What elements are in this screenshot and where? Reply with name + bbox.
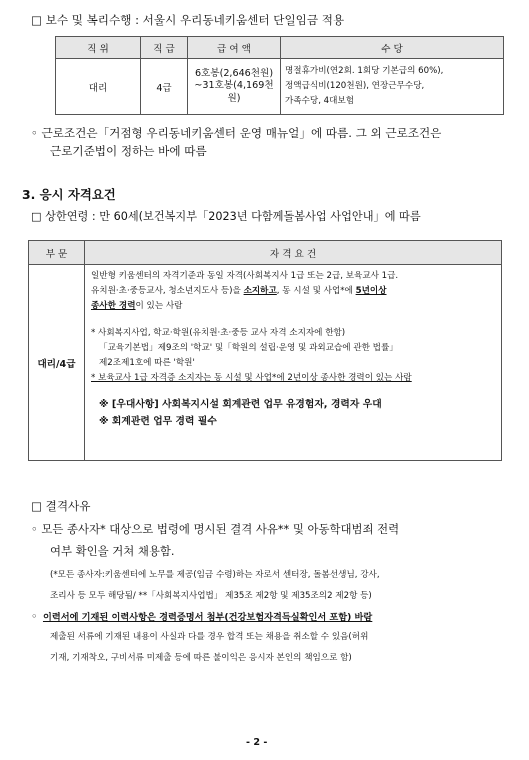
qual-category: 대리/4급 [29,265,85,461]
qual-header-requirements: 자 격 요 건 [85,241,502,265]
disq-item2-line1 [31,609,372,623]
pay-allowance-line2: 정액급식비(120천원), 연장근무수당, [285,81,425,91]
qual-emph-5years: 5년이상 [355,286,387,296]
pay-header-allowance: 수 당 [281,37,504,59]
disq-item2-marker: ◦ [31,610,38,623]
qual-para1-line2: 유치원·초·중등교사, 청소년지도사 등)을 소지하고, 동 시설 및 사업*에 5년이상 [91,286,387,296]
disq-item2-line2: 제출된 서류에 기재된 내용이 사실과 다를 경우 합격 또는 채용을 취소할 수 있음(허위 [50,632,369,642]
disq-item2-bold: 이력서에 기재된 이력사항은 경력증명서 첨부(건강보험자격득실확인서 포함) 바람 [42,612,373,623]
pay-salary [188,59,281,115]
qual-emph-career: 종사한 경력 [91,301,136,311]
page-number: - 2 - [246,737,268,748]
pay-note-line2: 근로기준법이 정하는 바에 따름 [50,144,207,158]
disq-item1-line2: 여부 확인을 거쳐 채용함. [50,544,175,558]
qual-emph-hold: 소지하고 [243,286,277,296]
qual-requirements [85,265,502,461]
qualification-table [28,240,502,461]
pay-header-position: 직 위 [56,37,141,59]
pay-header-grade: 직 급 [141,37,188,59]
pay-salary-line2: ~31호봉(4,169천원) [194,80,274,104]
qual-para1-line3: 종사한 경력이 있는 사람 [91,301,183,311]
pay-allowance [281,59,504,115]
disq-item1-line1: ◦ 모든 종사자* 대상으로 법령에 명시된 결격 사유** 및 아동학대범죄 전력 [31,522,400,536]
qual-header-category: 부 문 [29,241,85,265]
pay-allowance-line3: 가족수당, 4대보험 [285,96,355,106]
qualification-title: 3. 응시 자격요건 [22,187,116,202]
qual-preference-2: ※ 회계관련 업무 경력 필수 [99,416,217,427]
age-limit: □ 상한연령 : 만 60세(보건복지부「2023년 다함께돌봄사업 사업안내」에 따름 [31,210,421,223]
disqualification-title: □ 결격사유 [31,499,91,513]
pay-position: 대리 [56,59,141,115]
pay-grade: 4급 [141,59,188,115]
qual-para2-line3: 제2조제1호에 따른 '학원' [99,358,195,368]
pay-section-heading: □ 보수 및 복리수행 : 서울시 우리동네키움센터 단일임금 적용 [31,13,345,27]
pay-table [55,36,504,115]
disq-footnote-line2: 조리사 등 모두 해당됨/ **「사회복지사업법」 제35조 제2항 및 제35조의2 제2항 등) [50,591,372,601]
qual-para2-line1: * 사회복지사업, 학교·학원(유치원·초·중등 교사 자격 소지자에 한함) [91,328,346,338]
pay-salary-line1: 6호봉(2,646천원) [194,67,274,79]
qual-para1-line1: 일반형 키움센터의 자격기준과 동일 자격(사회복지사 1급 또는 2급, 보육교사 1급. [91,271,399,281]
qual-para2-line4: * 보육교사 1급 자격증 소지자는 동 시설 및 사업*에 2년이상 종사한 경력이 있는 사람 [91,373,412,383]
disq-item2-line3: 기재, 기재착오, 구비서류 미제출 등에 따른 불이익은 응시자 본인의 책임으로 함) [50,653,352,663]
pay-header-salary: 급 여 액 [188,37,281,59]
pay-note-line1: ◦ 근로조건은「거점형 우리동네키움센터 운영 매뉴얼」에 따름. 그 외 근로조건은 [31,126,442,140]
disq-footnote-line1: (*모든 종사자:키움센터에 노무를 제공(임금 수령)하는 자로서 센터장, 돌봄선생님, 강사, [50,570,380,580]
qual-preference-1: ※ [우대사항] 사회복지시설 회계관련 업무 유경험자, 경력자 우대 [99,399,382,410]
qual-para2-line2: 「교육기본법」제9조의 '학교' 및「학원의 설립·운영 및 과외교습에 관한 법률」 [99,343,398,353]
pay-allowance-line1: 명절휴가비(연2회. 1회당 기본급의 60%), [285,66,444,76]
